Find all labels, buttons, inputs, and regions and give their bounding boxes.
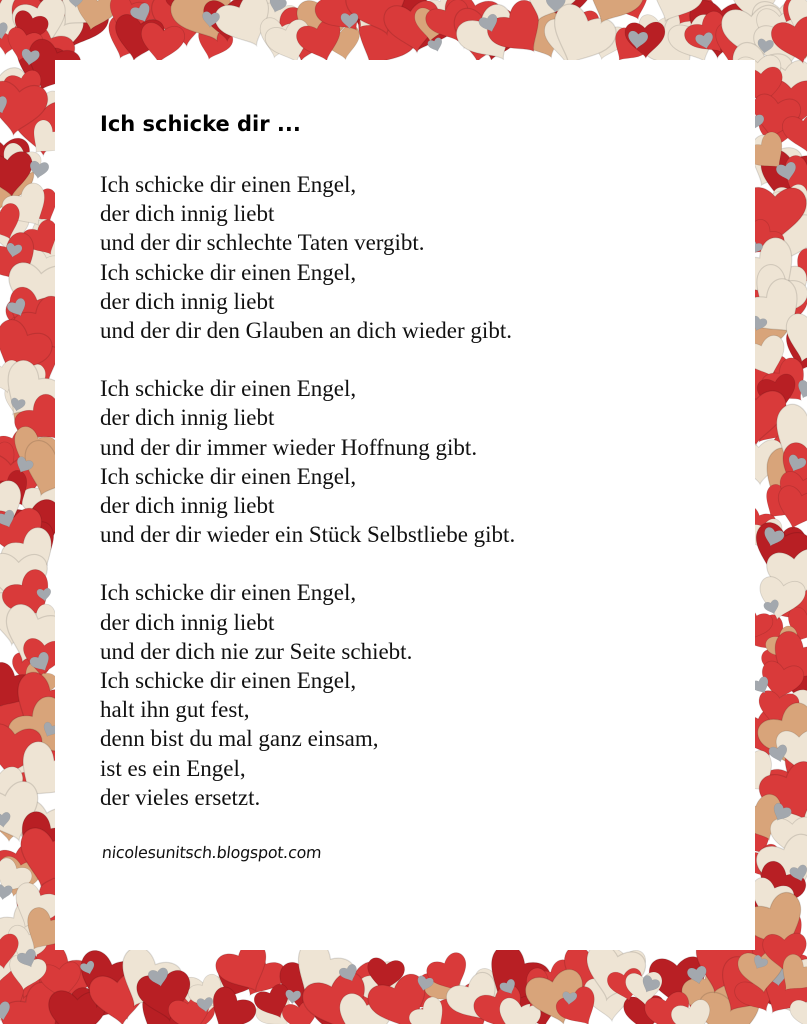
poem-line: Ich schicke dir einen Engel, [100,376,357,402]
blog-url-signature: nicolesunitsch.blogspot.com [101,843,323,862]
poem-line: denn bist du mal ganz einsam, [100,726,379,752]
poem-line: Ich schicke dir einen Engel, [100,259,357,285]
poem-line: und der dich nie zur Seite schiebt. [100,638,413,664]
poem-line: der dich innig liebt [100,609,275,635]
poem-line: halt ihn gut fest, [100,697,250,723]
poem-line: der dich innig liebt [100,493,275,519]
poem-line: und der dir immer wieder Hoffnung gibt. [100,434,478,460]
poem-line: und der dir wieder ein Stück Selbstliebe gibt. [100,522,516,548]
poem-title: Ich schicke dir ... [100,112,301,136]
poem-line: und der dir schlechte Taten vergibt. [100,230,425,256]
stanza-3 [100,578,720,812]
poem-line: der dich innig liebt [100,288,275,314]
poem-line: der dich innig liebt [100,405,275,431]
poem-line: und der dir den Glauben an dich wieder gibt. [100,318,512,344]
poem-line: Ich schicke dir einen Engel, [100,463,357,489]
poem-line: Ich schicke dir einen Engel, [100,580,357,606]
poem-line: Ich schicke dir einen Engel, [100,668,357,694]
poem-body [100,170,720,841]
poem-line: Ich schicke dir einen Engel, [100,172,357,197]
decorative-heart [0,884,13,901]
poem-line: der vieles ersetzt. [100,784,261,810]
poem-line: der dich innig liebt [100,201,275,227]
poem-line: ist es ein Engel, [100,755,246,781]
stanza-1 [100,170,720,345]
stanza-2 [100,374,720,549]
